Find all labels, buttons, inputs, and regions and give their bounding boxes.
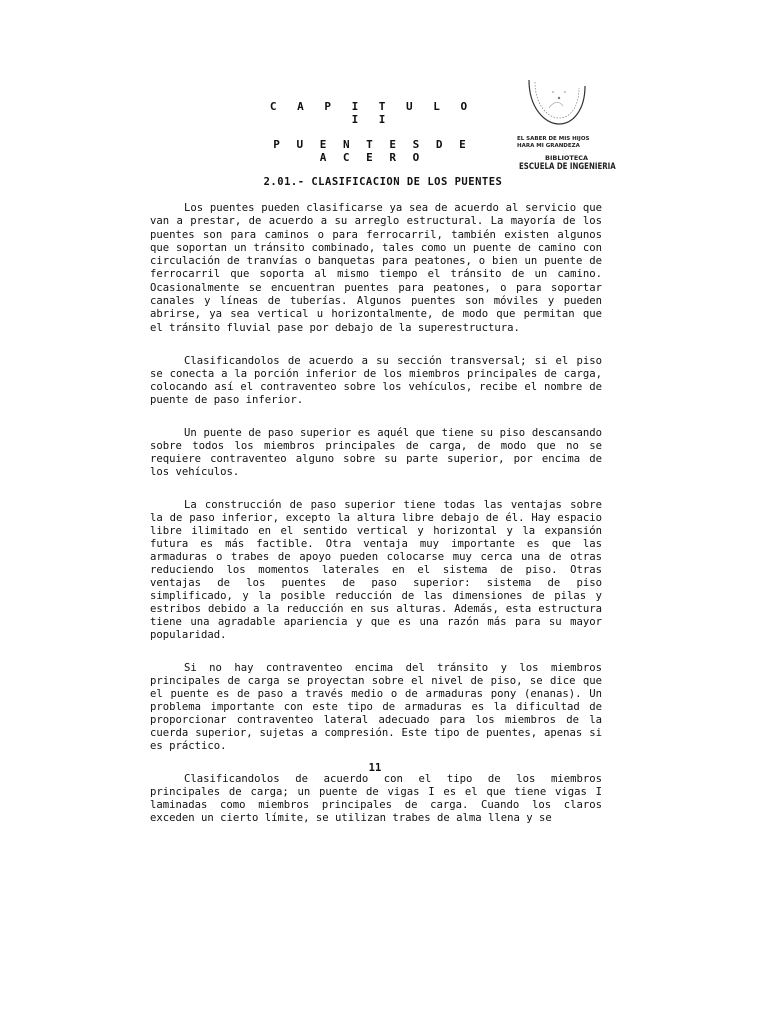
stamp-motto-line-1: EL SABER DE MIS HIJOS [517, 136, 590, 142]
body-text [150, 202, 602, 845]
subsection-title: 2.01.- CLASIFICACION DE LOS PUENTES [263, 176, 503, 188]
stamp-library-label: BIBLIOTECA [545, 154, 589, 162]
paragraph: Clasificandolos de acuerdo a su sección transversal; si el piso se conecta a la porción inferior de los miembros principales de carga, colocando así el contraventeo sobre los vehículos, recibe el nombre de puente de paso inferior. [150, 354, 602, 406]
seal-icon [523, 78, 587, 134]
paragraph: Los puentes pueden clasificarse ya sea de acuerdo al servicio que van a prestar, de acuerdo a su arreglo estructural. La mayoría de los puentes son para caminos o para ferrocarril, también existen algunos que soportan un tránsito combinado, tales como un puente de camino con circulación de tranvías o banquetas para peatones, o bien un puente de ferrocarril que soporta al mismo tiempo el tránsito de un camino. Ocasionalmente se encuentran puentes para peatones, o para soportar canales y líneas de tuberías. Algunos puentes son móviles y pueden abrirse, ya sea vertical u horizontalmente, de modo que permitan que el tránsito fluvial pase por debajo de la superestructura. [150, 202, 602, 334]
section-title: P U E N T E S D E A C E R O [273, 138, 471, 164]
library-stamp [515, 78, 625, 178]
page-number: 11 [368, 762, 382, 774]
chapter-title: C A P I T U L O I I [269, 100, 475, 126]
stamp-school-name: ESCUELA DE INGENIERIA [519, 162, 616, 172]
stamp-motto-line-2: HARA MI GRANDEZA [517, 143, 580, 149]
paragraph: Un puente de paso superior es aquél que tiene su piso descansando sobre todos los miembros principales de carga, de modo que no se requiere contraventeo alguno sobre su parte superior, por encima de los vehículos. [150, 426, 602, 478]
paragraph: Clasificandolos de acuerdo con el tipo de los miembros principales de carga; un puente de vigas I es el que tiene vigas I laminadas como miembros principales de carga. Cuando los claros exceden un cierto límite, se utilizan trabes de alma llena y se [150, 772, 602, 824]
paragraph: Si no hay contraventeo encima del tránsito y los miembros principales de carga se proyectan sobre el nivel de piso, se dice que el puente es de paso a través medio o de armaduras pony (enanas). Un problema importante con este tipo de armaduras es la dificultad de proporcionar contraventeo lateral adecuado para los miembros de la cuerda superior, sujetas a compresión. Este tipo de puentes, apenas si es práctico. [150, 661, 602, 752]
paragraph: La construcción de paso superior tiene todas las ventajas sobre la de paso inferior, excepto la altura libre debajo de él. Hay espacio libre ilimitado en el sentido vertical y horizontal y la expansión futura es más factible. Otra ventaja muy importante es que las armaduras o trabes de apoyo pueden colocarse muy cerca una de otras reduciendo los momentos laterales en el sistema de piso. Otras ventajas de los puentes de paso superior: sistema de piso simplificado, y la posible reducción de las dimensiones de pilas y estribos debido a la reducción en sus alturas. Además, esta estructura tiene una agradable apariencia y que es una razón más para su mayor popularidad. [150, 498, 602, 641]
